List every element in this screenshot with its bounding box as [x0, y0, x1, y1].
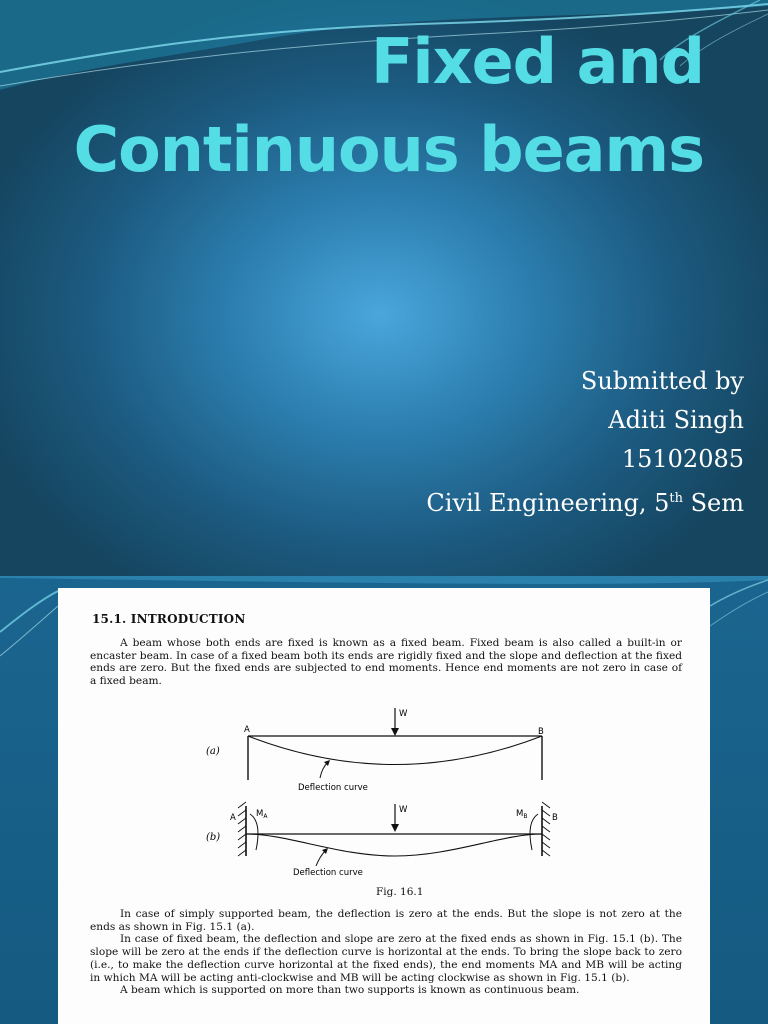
deflection-curve-label-a: Deflection curve [298, 783, 368, 793]
moment-a-label: $M_A$ [256, 809, 268, 820]
end-b-label-b: B [552, 813, 558, 823]
end-b-label: B [538, 727, 544, 737]
author-name: Aditi Singh [608, 406, 744, 434]
end-a-label: A [244, 725, 250, 735]
load-label-a: W [399, 709, 408, 719]
branch-text: Civil Engineering, 5 [426, 489, 670, 517]
section-heading: 15.1. INTRODUCTION [92, 612, 246, 626]
content-slide [0, 576, 768, 1024]
paragraph-2: In case of simply supported beam, the deflection is zero at the ends. But the slope is not zero at the ends as shown in Fig. 15.1 (a). [90, 908, 682, 933]
slide-title [4, 18, 704, 194]
paragraph-1: A beam whose both ends are fixed is known as a fixed beam. Fixed beam is also called a built-in or encaster beam. In case of a fixed beam both its ends are rigidly fixed and the slope and deflection at the fixed ends are zero. But the fixed ends are subjected to end moments. Hence end moments are not zero in case of a fixed beam. [90, 637, 682, 688]
paragraph-4: A beam which is supported on more than two supports is known as continuous beam. [120, 984, 580, 997]
load-label-b: W [399, 805, 408, 815]
semester-text: Sem [682, 489, 744, 517]
figure-label-b: (b) [206, 832, 221, 843]
submission-details [184, 362, 744, 523]
ordinal-suffix: th [669, 491, 683, 506]
submitted-by-label: Submitted by [580, 367, 744, 395]
roll-number: 15102085 [621, 445, 744, 473]
moment-b-label: $M_B$ [516, 809, 528, 820]
paragraph-3: In case of fixed beam, the deflection and slope are zero at the fixed ends as shown in Fig. 15.1 (b). The slope will be zero at the ends if the deflection curve is horizontal at the ends. To bring the slope back to zero (i.e., to make the deflection curve horizontal at the fixed ends), the end moments MA and MB will be acting in which MA will be acting anti-clockwise and MB will be acting clockwise as shown in Fig. 15.1 (b). [90, 933, 682, 984]
deflection-curve-label-b: Deflection curve [293, 868, 363, 878]
title-line-2: Continuous beams [73, 113, 704, 186]
branch-semester [184, 479, 744, 523]
beam-figure [58, 588, 710, 888]
title-line-1: Fixed and [371, 25, 704, 98]
figure-label-a: (a) [206, 746, 220, 757]
end-a-label-b: A [230, 813, 236, 823]
scanned-page [58, 588, 710, 1024]
body-text [90, 908, 682, 997]
figure-caption: Fig. 16.1 [376, 886, 424, 898]
